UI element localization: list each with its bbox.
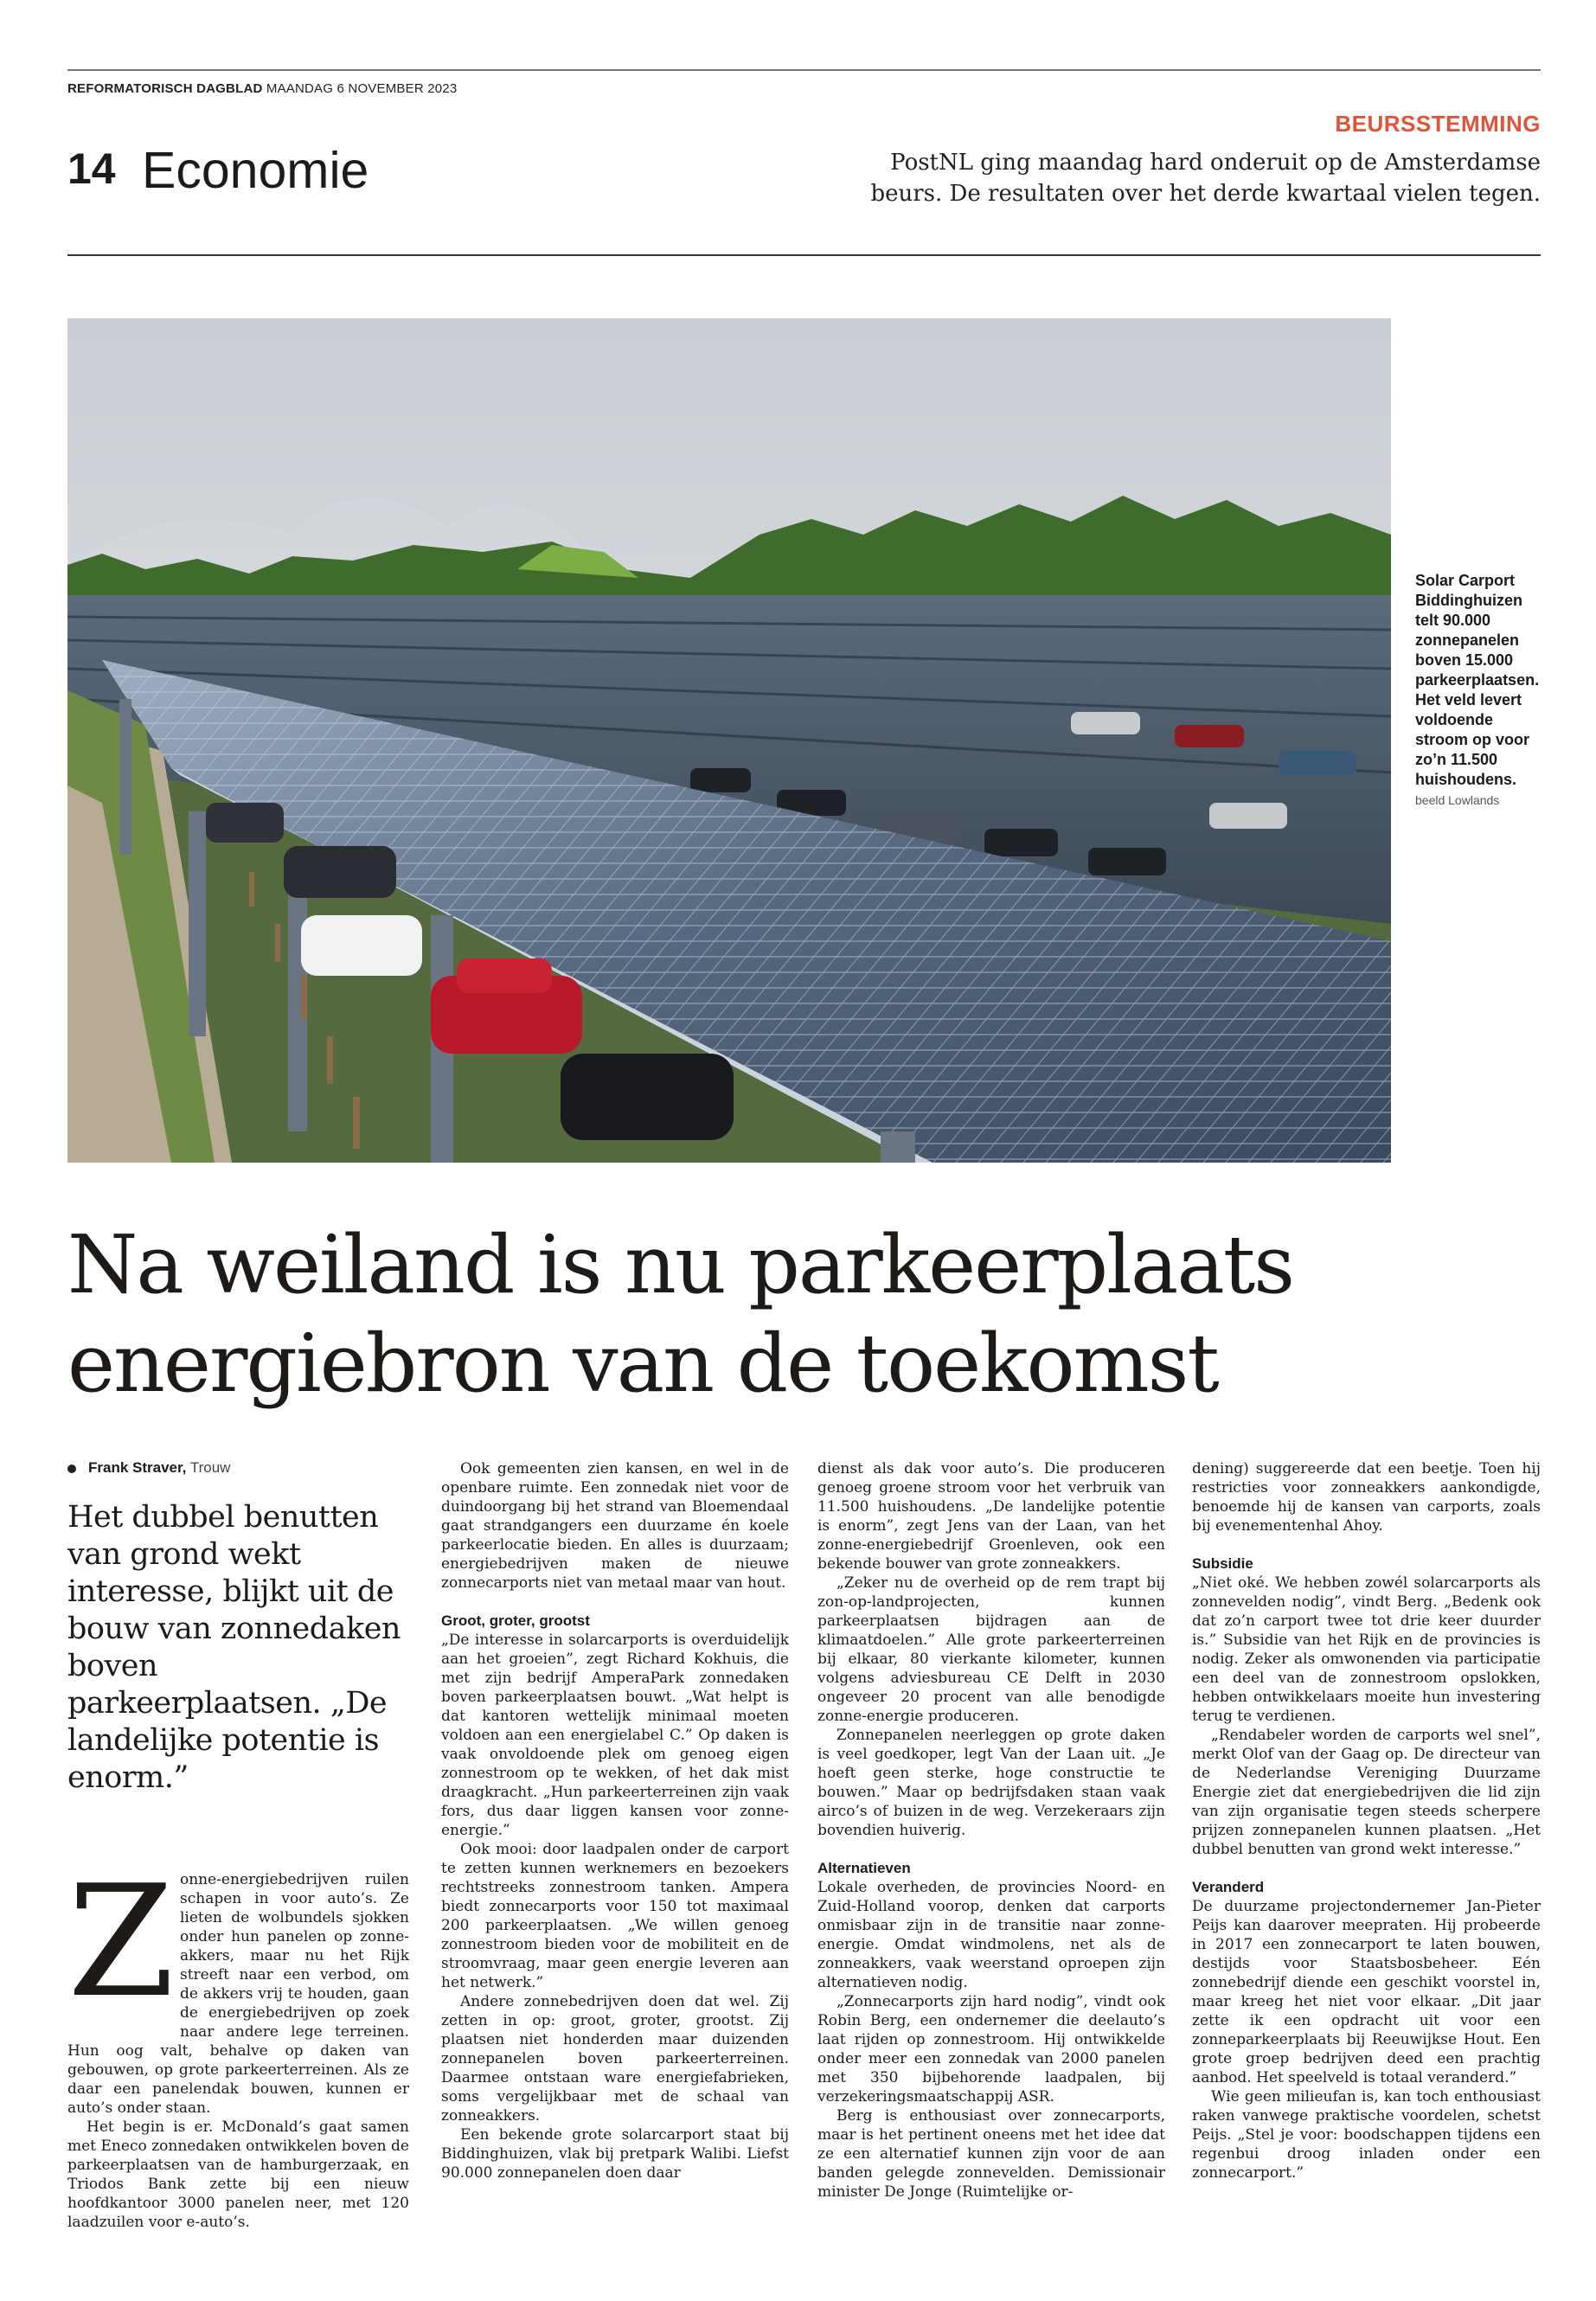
headline-line-2: energiebron van de toekomst bbox=[67, 1317, 1218, 1410]
byline-bullet bbox=[67, 1465, 76, 1473]
body-paragraph: „De interesse in solarcarports is overduidelijk aan het groeien”, zegt Richard Kokhuis, die met zijn bedrijf AmperaPark zonnedaken boven parkeerplaatsen bouwt. „Wat helpt is dat kantoren wettelijk minimaal moeten voldoen aan een energielabel C.” Op daken is vaak onvoldoende plek om genoeg eigen zonnestroom op te wekken, of het dak mist draagkracht. „Hun parkeerterreinen zijn vaak fors, dus daar liggen kansen voor zonne-energie.” bbox=[441, 1631, 789, 1839]
photo-caption-text: Solar Carport Biddinghuizen telt 90.000 zonnepanelen boven 15.000 parkeerplaatsen. Het veld levert voldoende stroom op voor zo’n 11.500 huishoudens. bbox=[1415, 572, 1540, 788]
solar-carport-photo bbox=[67, 318, 1391, 1163]
beursstemming-text: PostNL ging maandag hard onderuit op de Amsterdamse beurs. De resultaten over het derde kwartaal vielen tegen. bbox=[870, 150, 1541, 207]
subheading-veranderd: Veranderd bbox=[1192, 1879, 1265, 1895]
body-paragraph: „Zonnecarports zijn hard nodig”, vindt ook Robin Berg, een ondernemer die deelauto’s laat rijden op zonnestroom. Hij ontwikkelde onder meer een zonnedak van 2000 panelen met 350 bijbehorende laadpalen, bij verzekeringsmaatschappij ASR. bbox=[817, 1993, 1165, 2106]
page-number: 14 bbox=[67, 144, 116, 193]
article-column-2 bbox=[441, 1459, 789, 2182]
body-paragraph: Wie geen milieufan is, kan toch enthousiast raken vanwege praktische voordelen, schetst Peijs. „Stel je voor: boodschappen tijdens een regenbui droog inladen onder een zonnecarport.” bbox=[1192, 2088, 1541, 2182]
body-paragraph: „Zeker nu de overheid op de rem trapt bij zon-op-landprojecten, kunnen parkeerplaatsen bijdragen aan de klimaatdoelen.” Alle grote parkeerterreinen bij elkaar, 80 vierkante kilometer, kunnen volgens adviesbureau CE Delft in 2030 ongeveer 20 procent van alle benodigde zonne-energie produceren. bbox=[817, 1574, 1165, 1725]
body-paragraph: Berg is enthousiast over zonnecarports, maar is het pertinent oneens met het idee dat ze een alternatief kunnen zijn voor de aan banden gelegde zonnevelden. Demissionair minister De Jonge (Ruimtelijke or- bbox=[817, 2107, 1165, 2201]
body-paragraph: De duurzame projectondernemer Jan-Pieter Peijs kan daarover meepraten. Hij probeerde in 2017 een zonnecarport te laten bouwen, destijds voor Staatsbosbeheer. Eén zonnebedrijf diende een geschikt voorstel in, maar kreeg het niet voor elkaar. „Dit jaar zette ik een opdracht uit voor een zonneparkeerplaats bij Reeuwijkse Hout. Een grote groep bedrijven deed een prachtig aanbod. Het speelveld is totaal veranderd.” bbox=[1192, 1898, 1541, 2086]
beursstemming-kicker: BEURSSTEMMING bbox=[1335, 111, 1541, 137]
masthead-date: MAANDAG 6 NOVEMBER 2023 bbox=[266, 81, 458, 96]
subheading-subsidie: Subsidie bbox=[1192, 1555, 1253, 1572]
masthead-paper: REFORMATORISCH DAGBLAD bbox=[67, 81, 263, 96]
article-column-4 bbox=[1192, 1459, 1541, 2182]
section-title: Economie bbox=[142, 142, 369, 199]
header-bottom-rule bbox=[67, 254, 1541, 256]
body-paragraph: dienst als dak voor auto’s. Die produceren genoeg groene stroom voor het verbruik van 11.500 huishoudens. „De landelijke potentie is enorm”, zegt Jens van der Laan, van het zonne-energiebedrijf Groenleven, ook een bekende bouwer van grote zonneakkers. bbox=[817, 1460, 1165, 1573]
body-paragraph: Ook gemeenten zien kansen, en wel in de openbare ruimte. Een zonnedak niet voor de duindoorgang bij het strand van Bloemendaal gaat strandgangers een duurzame én koele parkeerlocatie bieden. En alles is duurzaam; energiebedrijven maken de nieuwe zonnecarports niet van metaal maar van hout. bbox=[441, 1460, 789, 1592]
body-paragraph: Het begin is er. McDonald’s gaat samen met Eneco zonnedaken ontwikkelen boven de parkeerplaatsen van de hamburgerzaak, en Triodos Bank zette bij een nieuw hoofdkantoor 3000 panelen neer, met 120 laadzuilen voor e-auto’s. bbox=[67, 2118, 409, 2231]
masthead bbox=[67, 81, 457, 96]
article-headline bbox=[67, 1215, 1486, 1413]
header-top-rule bbox=[67, 69, 1541, 71]
body-paragraph: dening) suggereerde dat een beetje. Toen hij restricties voor zonneakkers aankondigde, benoemde hij de kansen van carports, zoals bij evenementenhal Ahoy. bbox=[1192, 1460, 1541, 1535]
body-paragraph: Ook mooi: door laadpalen onder de carport te zetten kunnen werknemers en bezoekers rechtstreeks zonnestroom tanken. Ampera biedt zonnecarports voor 150 tot maximaal 200 parkeerplaatsen. „We willen genoeg zonnestroom bieden voor de mobiliteit en de stroomvraag, maar geen energie leveren aan het netwerk.” bbox=[441, 1841, 789, 1991]
body-paragraph: Andere zonnebedrijven doen dat wel. Zij zetten in op: groot, groter, grootst. Zij plaatsen niet honderden maar duizenden zonnepanelen boven parkeerterreinen. Daarmee ontstaan ware energiefabrieken, soms vergelijkbaar met de schaal van zonneakkers. bbox=[441, 1993, 789, 2125]
body-paragraph: Lokale overheden, de provincies Noord- en Zuid-Holland voorop, denken dat carports onmisbaar zijn in de transitie naar zonne-energie. Omdat windmolens, net als de zonneakkers, vaak weerstand oproepen zijn alternatieven nodig. bbox=[817, 1879, 1165, 1991]
subheading-groot-groter-grootst: Groot, groter, grootst bbox=[441, 1612, 590, 1629]
article-intro: Het dubbel benutten van grond wekt interesse, blijkt uit de bouw van zonnedaken boven parkeerplaatsen. „De landelijke potentie is enorm.” bbox=[67, 1500, 401, 1795]
byline bbox=[67, 1459, 230, 1477]
body-paragraph: Een bekende grote solarcarport staat bij Biddinghuizen, vlak bij pretpark Walibi. Liefst 90.000 zonnepanelen doen daar bbox=[441, 2126, 789, 2182]
body-paragraph: onne-energiebedrijven ruilen schapen in voor auto’s. Ze lieten de wolbundels sjokken onder hun panelen op zonne-akkers, maar nu het Rijk streeft naar een verbod, om de akkers vrij te houden, gaan de energiebedrijven op zoek naar andere lege terreinen. Hun oog valt, behalve op daken van gebouwen, op grote parkeerterreinen. Als ze daar een panelendak bouwen, kunnen er auto’s onder staan. bbox=[67, 1871, 409, 2117]
article-column-3 bbox=[817, 1459, 1165, 2202]
body-paragraph: „Niet oké. We hebben zowél solarcarports als zonnevelden nodig”, vindt Berg. „Bedenk ook dat zo’n carport twee tot drie keer duurder is.” Subsidie van het Rijk en de provincies is nodig. Zeker als omwonenden via participatie een deel van de zonnestroom opslokken, hebben ontwikkelaars moeite hun investering terug te verdienen. bbox=[1192, 1574, 1541, 1725]
article-column-1 bbox=[67, 1852, 409, 2232]
headline-line-1: Na weiland is nu parkeerplaats bbox=[67, 1218, 1293, 1311]
author-name: Frank Straver, bbox=[88, 1459, 187, 1476]
subheading-alternatieven: Alternatieven bbox=[817, 1860, 911, 1876]
body-paragraph: „Rendabeler worden de carports wel snel”, merkt Olof van der Gaag op. De directeur van de Nederlandse Vereniging Duurzame Energie ziet dat energiebedrijven die lid zijn van zijn organisatie tegen steeds scherpere prijzen zonnepanelen kunnen plaatsen. „Het dubbel benutten van grond wekt interesse.” bbox=[1192, 1727, 1541, 1858]
body-paragraph: Zonnepanelen neerleggen op grote daken is veel goedkoper, legt Van der Laan uit. „Je hoeft geen sterke, hoge constructie te bouwen.” Maar op bedrijfsdaken staan vaak airco’s of buizen in de weg. Verzekeraars zijn bovendien huiverig. bbox=[817, 1727, 1165, 1839]
photo-credit: beeld Lowlands bbox=[1415, 793, 1500, 807]
author-org: Trouw bbox=[189, 1459, 231, 1476]
drop-cap: Z bbox=[67, 1852, 175, 2031]
photo-caption bbox=[1415, 571, 1541, 811]
